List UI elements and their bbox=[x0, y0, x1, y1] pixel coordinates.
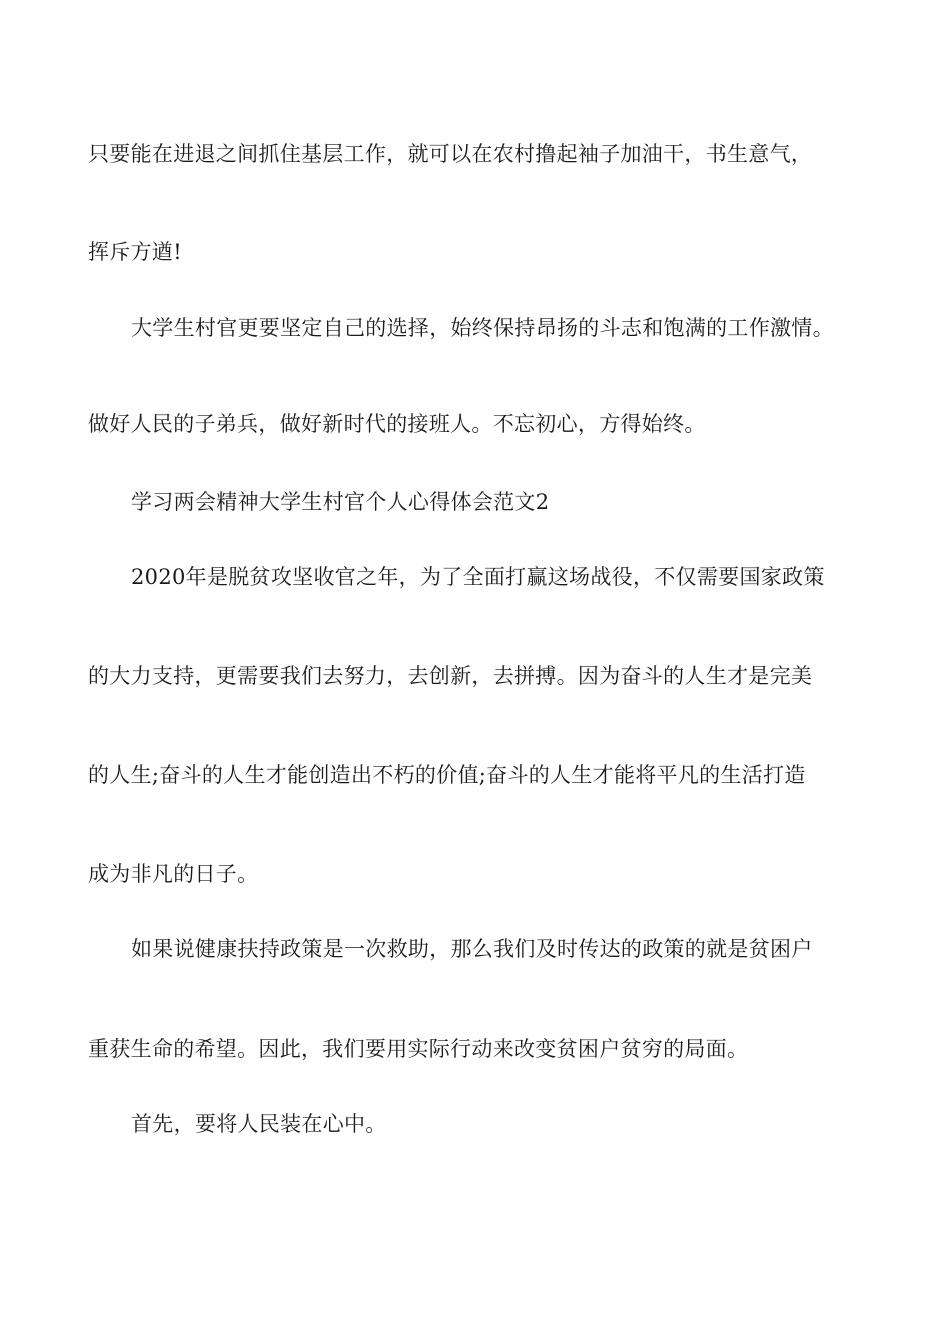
text-line: 成为非凡的日子。 bbox=[88, 862, 259, 886]
paragraph-first-line: 大学生村官更要坚定自己的选择，始终保持昂扬的斗志和饱满的工作激情。 bbox=[131, 316, 834, 340]
text-line: 只要能在进退之间抓住基层工作，就可以在农村撸起袖子加油干，书生意气， bbox=[88, 142, 813, 166]
text-line: 挥斥方遒! bbox=[88, 240, 182, 264]
section-heading: 学习两会精神大学生村官个人心得体会范文2 bbox=[131, 490, 550, 514]
text-line: 做好人民的子弟兵，做好新时代的接班人。不忘初心，方得始终。 bbox=[88, 412, 706, 436]
paragraph-first-line: 如果说健康扶持政策是一次救助，那么我们及时传达的政策的就是贫困户 bbox=[131, 937, 813, 961]
paragraph-first-line: 首先，要将人民装在心中。 bbox=[131, 1112, 387, 1136]
paragraph-first-line: 2020年是脱贫攻坚收官之年，为了全面打赢这场战役，不仅需要国家政策 bbox=[131, 565, 825, 589]
text-line: 的大力支持，更需要我们去努力，去创新，去拼搏。因为奋斗的人生才是完美 bbox=[88, 664, 813, 688]
text-line: 重获生命的希望。因此，我们要用实际行动来改变贫困户贫穷的局面。 bbox=[88, 1037, 749, 1061]
text-line: 的人生;奋斗的人生才能创造出不朽的价值;奋斗的人生才能将平凡的生活打造 bbox=[88, 763, 806, 787]
